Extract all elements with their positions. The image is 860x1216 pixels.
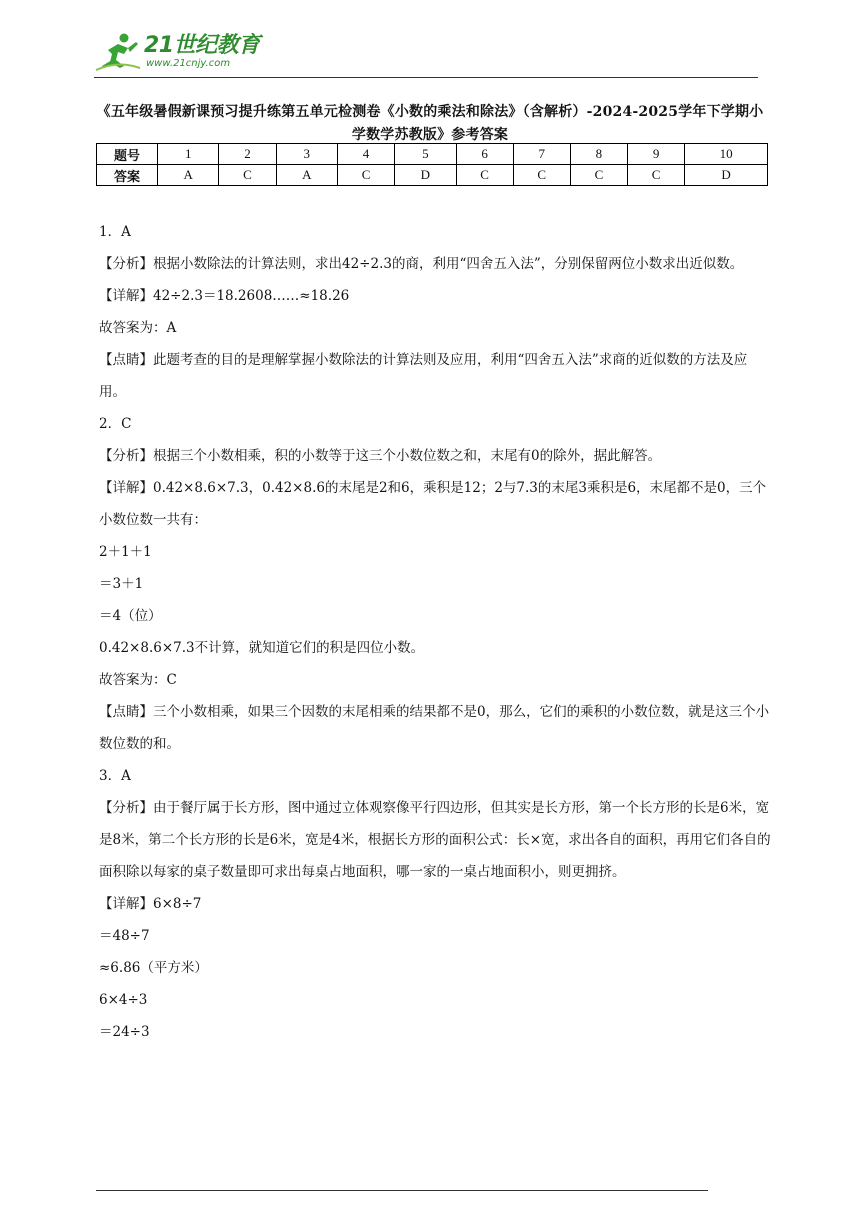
question-number: 3 — [276, 144, 337, 165]
answer-cell: D — [685, 165, 768, 186]
answer-cell: C — [628, 165, 685, 186]
calculation-line: ＝3＋1 — [99, 576, 144, 592]
conclusion-line: 故答案为：A — [99, 320, 177, 336]
page-header — [94, 30, 758, 78]
detail-paragraph: 【详解】42÷2.3＝18.2608……≈18.26 — [99, 288, 350, 304]
detail-paragraph: 【详解】0.42×8.6×7.3，0.42×8.6的末尾是2和6，乘积是12；2与7.3的末尾3乘积是6，末尾都不是0，三个小数位数一共有： — [99, 480, 767, 528]
comment-paragraph: 【点睛】三个小数相乘，如果三个因数的末尾相乘的结果都不是0，那么，它们的乘积的小数位数，就是这三个小数位数的和。 — [99, 704, 770, 752]
calculation-line: 2＋1＋1 — [99, 544, 152, 560]
answer-cell: C — [513, 165, 570, 186]
question-number: 5 — [395, 144, 456, 165]
analysis-paragraph: 【分析】根据小数除法的计算法则，求出42÷2.3的商，利用“四舍五入法”，分别保留两位小数求出近似数。 — [99, 256, 744, 272]
answer-cell: A — [158, 165, 219, 186]
question-number: 6 — [456, 144, 513, 165]
calculation-line: ＝24÷3 — [99, 1024, 150, 1040]
calculation-line: ＝4（位） — [99, 608, 162, 624]
calculation-line: ＝48÷7 — [99, 928, 150, 944]
question-number: 4 — [337, 144, 394, 165]
footer-divider — [96, 1190, 708, 1191]
question-heading: 3．A — [99, 768, 131, 784]
answer-row-label: 答案 — [97, 165, 158, 186]
question-number: 8 — [570, 144, 627, 165]
question-number: 10 — [685, 144, 768, 165]
question-number: 7 — [513, 144, 570, 165]
analysis-paragraph: 【分析】根据三个小数相乘，积的小数等于这三个小数位数之和，末尾有0的除外，据此解答。 — [99, 448, 662, 464]
logo-brand: 21世纪教育 — [144, 33, 260, 58]
answer-table-answer-row — [97, 165, 768, 186]
comment-paragraph: 【点睛】此题考查的目的是理解掌握小数除法的计算法则及应用，利用“四舍五入法”求商的近似数的方法及应用。 — [99, 352, 748, 400]
logo-text — [144, 34, 260, 70]
question-number: 2 — [219, 144, 276, 165]
logo-url: www.21cnjy.com — [146, 58, 231, 69]
calculation-line: 6×4÷3 — [99, 992, 148, 1008]
answer-cell: D — [395, 165, 456, 186]
answer-cell: A — [276, 165, 337, 186]
answer-cell: C — [570, 165, 627, 186]
conclusion-line: 故答案为：C — [99, 672, 177, 688]
number-row-label: 题号 — [97, 144, 158, 165]
answer-table — [96, 143, 768, 186]
logo — [94, 30, 260, 74]
header-divider — [94, 77, 758, 78]
detail-paragraph: 【详解】6×8÷7 — [99, 896, 202, 912]
answer-cell: C — [456, 165, 513, 186]
question-number: 9 — [628, 144, 685, 165]
runner-logo-icon — [94, 30, 142, 74]
question-heading: 2．C — [99, 416, 132, 432]
answer-cell: C — [337, 165, 394, 186]
calculation-line: ≈6.86（平方米） — [99, 960, 208, 976]
text-line: 0.42×8.6×7.3不计算，就知道它们的积是四位小数。 — [99, 640, 425, 656]
answer-explanations — [99, 216, 771, 1048]
question-heading: 1．A — [99, 224, 131, 240]
analysis-paragraph: 【分析】由于餐厅属于长方形，图中通过立体观察像平行四边形，但其实是长方形，第一个长方形的长是6米，宽是8米，第二个长方形的长是6米，宽是4米，根据长方形的面积公式：长×宽，求出各自的面积，再用它们各自的面积除以每家的桌子数量即可求出每桌占地面积，哪一家的一桌占地面积小，则更拥挤。 — [99, 800, 771, 880]
document-title: 《五年级暑假新课预习提升练第五单元检测卷《小数的乘法和除法》（含解析）-2024-2025学年下学期小学数学苏教版》参考答案 — [96, 104, 764, 143]
answer-cell: C — [219, 165, 276, 186]
question-number: 1 — [158, 144, 219, 165]
answer-table-number-row — [97, 144, 768, 165]
